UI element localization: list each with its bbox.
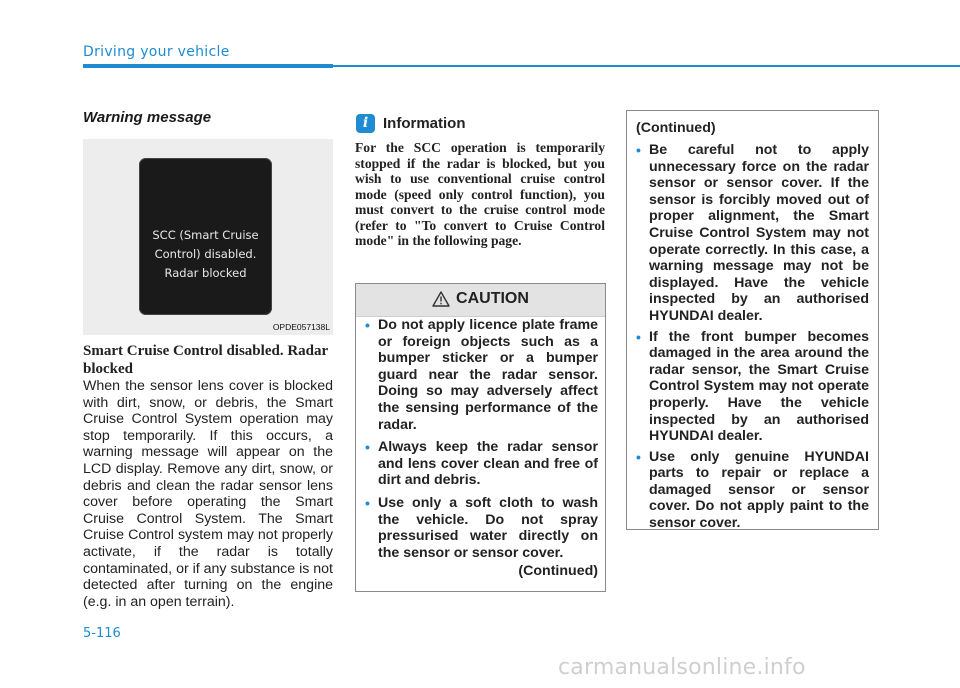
bullet-icon: •: [365, 439, 370, 456]
lcd-line-3: Radar blocked: [164, 266, 247, 280]
bullet-icon: •: [365, 494, 370, 511]
continued-item-text: If the front bumper becomes damaged in the area around the radar sensor, the Smart Cruise Control System may not operate properly. Have the vehicle inspected by an authorised HYUNDAI dealer.: [649, 328, 869, 445]
bullet-icon: •: [636, 328, 641, 345]
continued-caution-box: [626, 110, 879, 530]
lcd-message: [139, 226, 272, 283]
caution-continued: (Continued): [518, 563, 598, 580]
information-title: Information: [383, 115, 466, 132]
continued-item: [627, 329, 878, 445]
info-icon: i: [356, 114, 375, 133]
caution-header: [356, 284, 605, 317]
continued-title: (Continued): [636, 120, 716, 136]
figure-code: OPDE057138L: [272, 322, 330, 332]
continued-item-text: Be careful not to apply unnecessary force on the radar sensor or sensor cover. If the sensor is forcibly moved out of proper alignment, the Smart Cruise Control System may not operate correctly. In this case, a warning message may not be displayed. Have the vehicle inspected by an authorised HYUNDAI dealer.: [649, 142, 869, 324]
caution-label: CAUTION: [456, 290, 529, 307]
page-number: 5-116: [83, 626, 121, 641]
caution-item: [356, 317, 605, 433]
caution-item: [356, 495, 605, 561]
continued-item-text: Use only genuine HYUNDAI parts to repair or replace a damaged sensor or sensor cover. Do not apply paint to the sensor cover.: [649, 448, 869, 532]
caution-item: [356, 439, 605, 489]
header-rule-accent: [83, 64, 333, 68]
warning-message-heading: Warning message: [83, 109, 212, 126]
lcd-figure: [83, 139, 333, 335]
continued-item: [627, 449, 878, 532]
message-body-text: When the sensor lens cover is blocked with dirt, snow, or debris, the Smart Cruise Control System operation may stop temporarily. If this occurs, a warning message will appear on the LCD display. Remove any dirt, snow, or debris and clean the radar sensor lens cover before operating the Smart Cruise Control System. The Smart Cruise Control system may not properly activate, if the radar is totally contaminated, or if any substance is not detected after turning on the engine (e.g. in an open terrain).: [83, 378, 333, 610]
continued-item: [627, 142, 878, 325]
header-rule: [333, 65, 960, 67]
bullet-icon: •: [636, 142, 641, 158]
continued-list: [627, 142, 878, 532]
caution-item-text: Do not apply licence plate frame or foreign objects such as a bumper sticker or a bumper guard near the radar sensor. Doing so may adversely affect the sensing performance of the radar.: [378, 317, 598, 433]
caution-list: [356, 317, 605, 561]
lcd-display: [139, 158, 272, 315]
watermark: carmanualsonline.info: [558, 655, 806, 680]
bullet-icon: •: [636, 448, 641, 465]
warning-triangle-icon: [432, 291, 450, 307]
bullet-icon: •: [365, 317, 370, 333]
information-body: For the SCC operation is temporarily stopped if the radar is blocked, but you wish to use conventional cruise control mode (speed only control function), you must convert to the cruise control mode (refer to "To convert to Cruise Control mode" in the following page.: [355, 140, 605, 248]
message-subheading: Smart Cruise Control disabled. Radar blocked: [83, 343, 328, 377]
caution-item-text: Use only a soft cloth to wash the vehicle. Do not spray pressurised water directly on the sensor or sensor cover.: [378, 494, 598, 561]
section-header-title: Driving your vehicle: [83, 44, 230, 60]
lcd-line-2: Control) disabled.: [154, 247, 257, 261]
caution-item-text: Always keep the radar sensor and lens cover clean and free of dirt and debris.: [378, 439, 598, 489]
caution-box: [355, 283, 606, 592]
lcd-line-1: SCC (Smart Cruise: [152, 228, 259, 242]
